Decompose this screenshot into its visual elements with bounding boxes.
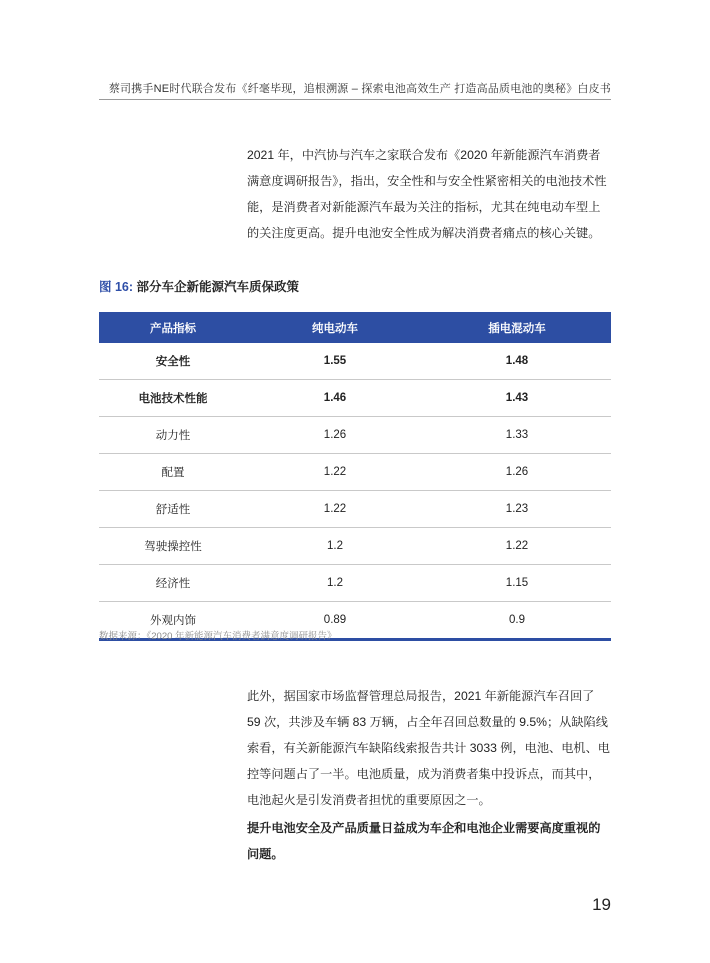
- header-cell-metric: 产品指标: [99, 312, 247, 343]
- intro-paragraph: 2021 年，中汽协与汽车之家联合发布《2020 年新能源汽车消费者满意度调研报告》，指出，安全性和与安全性紧密相关的电池技术性能，是消费者对新能源汽车最为关注的指标，尤其在纯电动车型上的关注度更高。提升电池安全性成为解决消费者痛点的核心关键。: [247, 148, 607, 240]
- metric-cell: 电池技术性能: [99, 380, 247, 417]
- bev-cell: 1.2: [247, 565, 423, 602]
- header-cell-bev: 纯电动车: [247, 312, 423, 343]
- bev-cell: 1.26: [247, 417, 423, 454]
- phev-cell: 1.33: [423, 417, 611, 454]
- table-row: [99, 454, 611, 491]
- bev-cell: 1.22: [247, 454, 423, 491]
- table-row: [99, 343, 611, 380]
- metric-cell: 安全性: [99, 343, 247, 380]
- bev-cell: 1.55: [247, 343, 423, 380]
- conclusion-paragraph: 提升电池安全及产品质量日益成为车企和电池企业需要高度重视的问题。: [247, 821, 601, 861]
- recall-paragraph: 此外，据国家市场监督管理总局报告，2021 年新能源汽车召回了 59 次，共涉及车辆 83 万辆，占全年召回总数量的 9.5%；从缺陷线索看，有关新能源汽车缺陷线索报告共计 3033 例，电池、电机、电控等问题占了一半。电池质量，成为消费者集中投诉点，而其中，电池起火是引发消费者担忧的重要原因之一。: [247, 689, 610, 807]
- phev-cell: 1.15: [423, 565, 611, 602]
- warranty-table: [99, 312, 611, 641]
- figure-caption: [99, 277, 299, 295]
- metric-cell: 舒适性: [99, 491, 247, 528]
- phev-cell: 1.22: [423, 528, 611, 565]
- page-number: 19: [592, 895, 611, 914]
- table-row: [99, 380, 611, 417]
- bev-cell: 0.89: [247, 602, 423, 640]
- metric-cell: 配置: [99, 454, 247, 491]
- phev-cell: 1.26: [423, 454, 611, 491]
- header-divider: [99, 99, 611, 100]
- figure-title: 部分车企新能源汽车质保政策: [136, 280, 300, 294]
- metric-cell: 驾驶操控性: [99, 528, 247, 565]
- bev-cell: 1.2: [247, 528, 423, 565]
- table-row: [99, 491, 611, 528]
- figure-number: 图 16:: [99, 280, 134, 294]
- phev-cell: 1.48: [423, 343, 611, 380]
- metric-cell: 动力性: [99, 417, 247, 454]
- phev-cell: 1.23: [423, 491, 611, 528]
- bev-cell: 1.22: [247, 491, 423, 528]
- data-source-note: 数据来源：《2020 年新能源汽车消费者满意度调研报告》: [99, 631, 337, 642]
- table-header-row: [99, 312, 611, 343]
- header-title: 蔡司携手NE时代联合发布《纤毫毕现，追根溯源 – 探索电池高效生产 打造高品质电池的奥秘》白皮书: [108, 83, 611, 95]
- table-row: [99, 417, 611, 454]
- metric-cell: 经济性: [99, 565, 247, 602]
- header-cell-phev: 插电混动车: [423, 312, 611, 343]
- phev-cell: 0.9: [423, 602, 611, 640]
- phev-cell: 1.43: [423, 380, 611, 417]
- metric-cell: 外观内饰: [99, 602, 247, 640]
- table-row: [99, 528, 611, 565]
- table-row: [99, 565, 611, 602]
- bev-cell: 1.46: [247, 380, 423, 417]
